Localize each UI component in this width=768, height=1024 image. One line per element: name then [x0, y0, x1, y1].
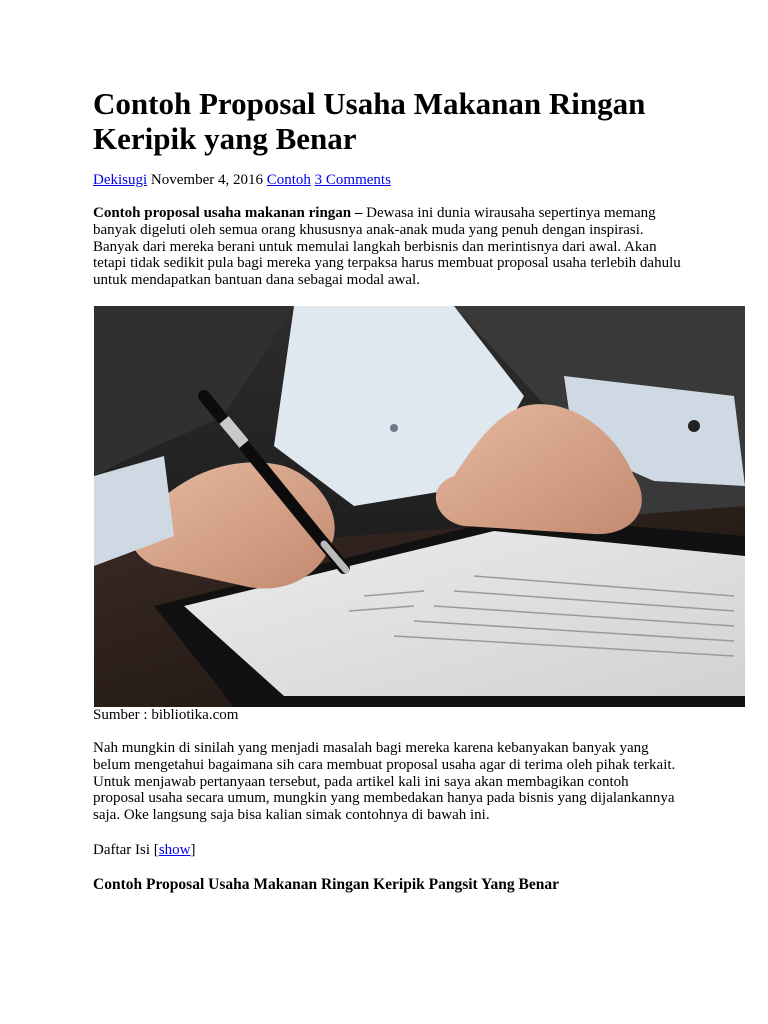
toc-label: Daftar Isi [ [93, 842, 159, 858]
article-photo [94, 306, 745, 707]
intro-paragraph [93, 205, 683, 289]
toc-close: ] [190, 842, 196, 858]
shirt-button [390, 424, 398, 432]
toc-show-link[interactable]: show [158, 842, 191, 858]
category-link[interactable]: Contoh [266, 172, 311, 188]
table-of-contents [93, 841, 195, 859]
comments-link[interactable]: 3 Comments [314, 172, 391, 188]
signing-document-illustration [94, 306, 745, 707]
post-date: November 4, 2016 [150, 172, 263, 188]
body-paragraph: Nah mungkin di sinilah yang menjadi masalah bagi mereka karena kebanyakan banyak yang belum mengetahui bagaimana sih cara membuat proposal usaha agar di terima oleh pihak terkait. Untuk menjawab pertanyaan tersebut, pada artikel kali ini saya akan membagikan contoh proposal usaha secara umum, mungkin yang membedakan hanya pada bisnis yang dijalankannya saja. Oke langsung saja bisa kalian simak contohnya di bawah ini. [93, 740, 676, 824]
intro-text: Dewasa ini dunia wirausaha sepertinya memang banyak digeluti oleh semua orang khususnya anak-anak muda yang penuh dengan inspirasi. Banyak dari mereka berani untuk memulai langkah berbisnis dan merintisnya dari awal. Akan tetapi tidak sedikit pula bagi mereka yang terpaksa harus membuat proposal usaha terlebih dahulu untuk mendapatkan bantuan dana sebagai modal awal. [93, 205, 681, 289]
intro-bold: Contoh proposal usaha makanan ringan – [93, 205, 363, 221]
image-caption: Sumber : bibliotika.com [93, 707, 239, 723]
cufflink [688, 420, 700, 432]
article-title: Contoh Proposal Usaha Makanan Ringan Keripik yang Benar [93, 86, 646, 156]
section-heading: Contoh Proposal Usaha Makanan Ringan Keripik Pangsit Yang Benar [93, 876, 559, 893]
author-link[interactable]: Dekisugi [93, 172, 148, 188]
post-meta [93, 171, 391, 189]
